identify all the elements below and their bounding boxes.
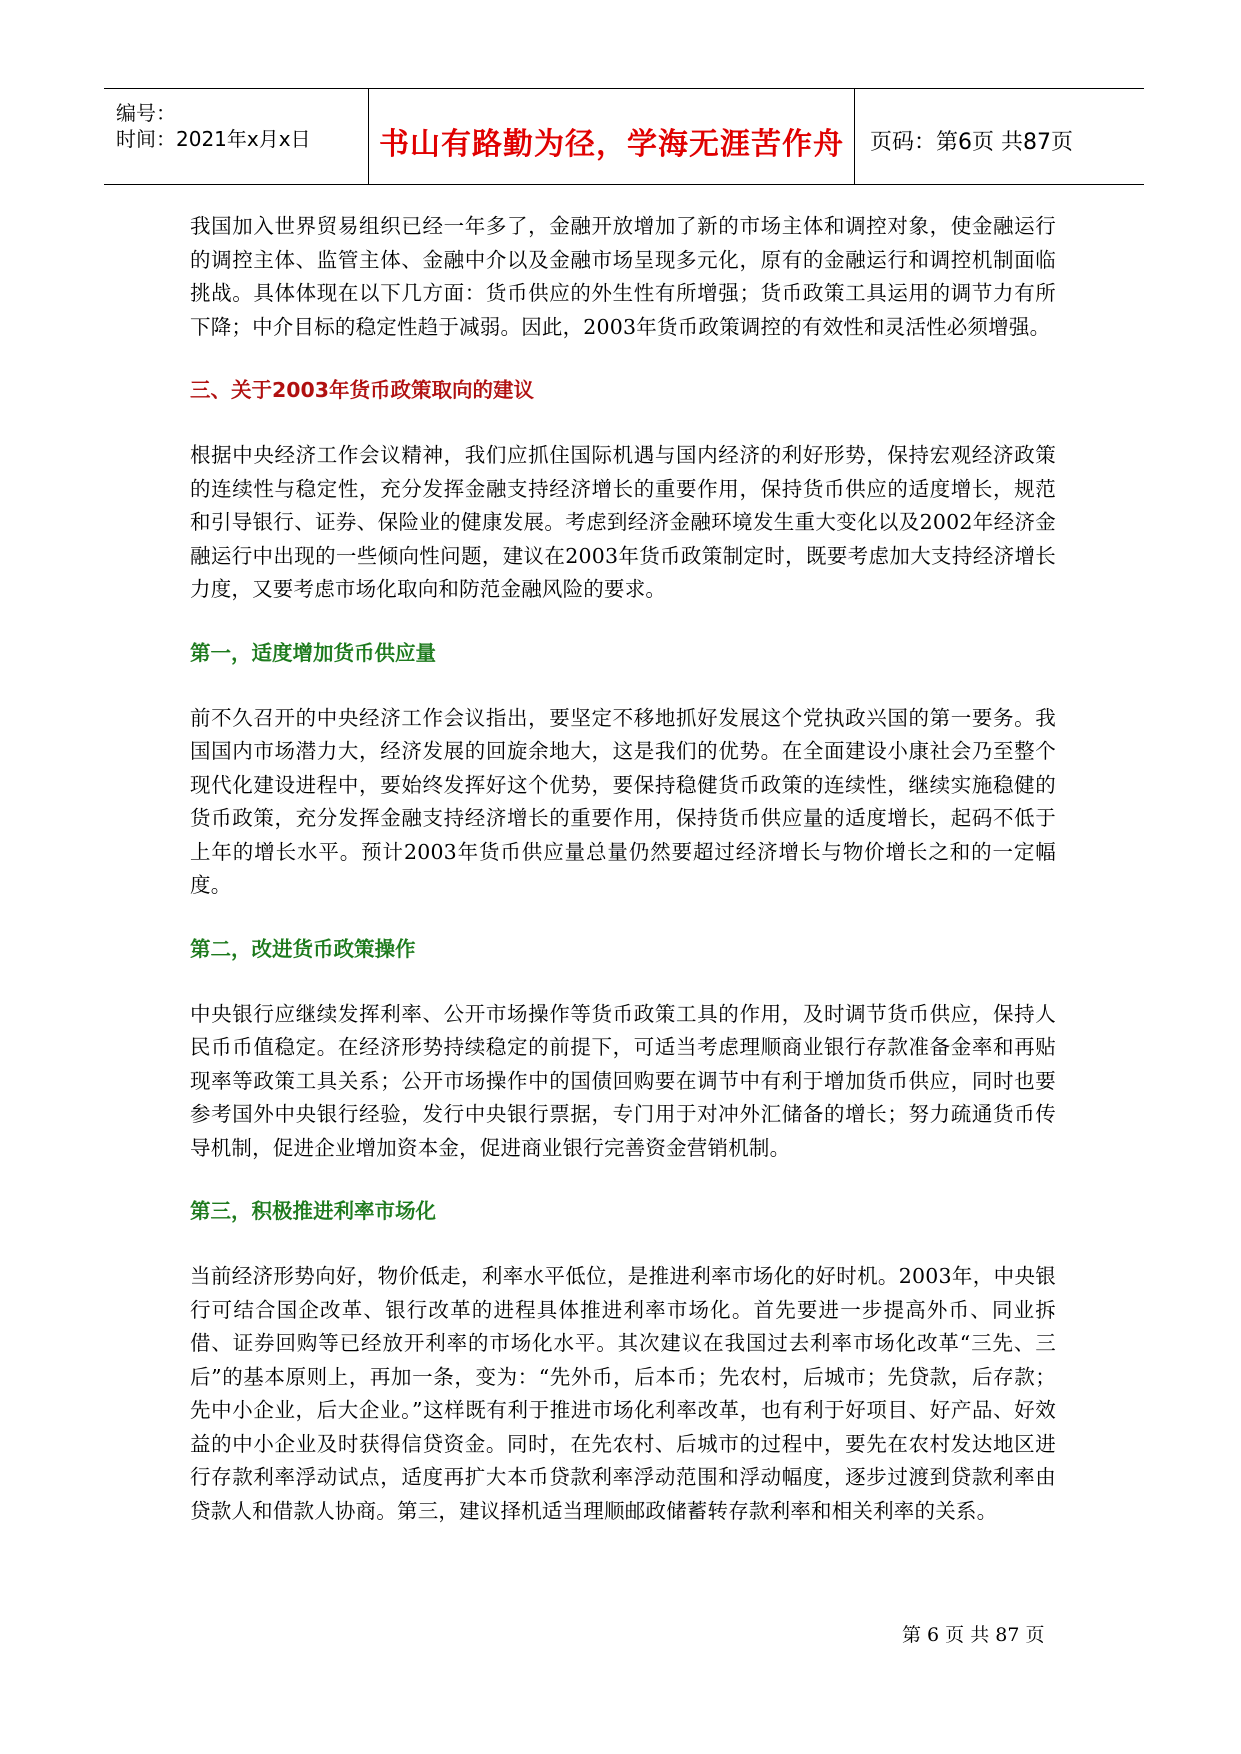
header-page-info: 页码：第6页 共87页	[870, 130, 1073, 155]
document-body	[190, 210, 1056, 1528]
document-time-label: 时间：2021年x月x日	[116, 127, 311, 151]
header-motto-cell	[369, 89, 855, 184]
page-footer-number: 第 6 页 共 87 页	[902, 1624, 1045, 1646]
header-left-cell	[104, 89, 369, 184]
subheading-rate-marketization: 第三，积极推进利率市场化	[190, 1199, 436, 1223]
subheading-policy-operation: 第二，改进货币政策操作	[190, 936, 416, 961]
page-header	[104, 88, 1144, 185]
subheading-money-supply: 第一，适度增加货币供应量	[190, 640, 436, 665]
paragraph-policy-operation: 中央银行应继续发挥利率、公开市场操作等货币政策工具的作用，及时调节货币供应，保持人民币币值稳定。在经济形势持续稳定的前提下，可适当考虑理顺商业银行存款准备金率和再贴现率等政策工具关系；公开市场操作中的国债回购要在调节中有利于增加货币供应，同时也要参考国外中央银行经验，发行中央银行票据，专门用于对冲外汇储备的增长；努力疏通货币传导机制，促进企业增加资本金，促进商业银行完善资金营销机制。	[190, 1001, 1056, 1160]
header-right-cell	[856, 89, 1144, 184]
paragraph-policy-direction: 根据中央经济工作会议精神，我们应抓住国际机遇与国内经济的利好形势，保持宏观经济政策的连续性与稳定性，充分发挥金融支持经济增长的重要作用，保持货币供应的适度增长，规范和引导银行、证券、保险业的健康发展。考虑到经济金融环境发生重大变化以及2002年经济金融运行中出现的一些倾向性问题，建议在2003年货币政策制定时，既要考虑加大支持经济增长力度，又要考虑市场化取向和防范金融风险的要求。	[190, 443, 1056, 601]
paragraph-wto-impact: 我国加入世界贸易组织已经一年多了，金融开放增加了新的市场主体和调控对象，使金融运行的调控主体、监管主体、金融中介以及金融市场呈现多元化，原有的金融运行和调控机制面临挑战。具体体现在以下几方面：货币供应的外生性有所增强；货币政策工具运用的调节力有所下降；中介目标的稳定性趋于减弱。因此，2003年货币政策调控的有效性和灵活性必须增强。	[190, 214, 1056, 339]
header-motto: 书山有路勤为径，学海无涯苦作舟	[379, 127, 844, 162]
document-number-label: 编号：	[116, 101, 176, 125]
paragraph-money-supply: 前不久召开的中央经济工作会议指出，要坚定不移地抓好发展这个党执政兴国的第一要务。我国国内市场潜力大，经济发展的回旋余地大，这是我们的优势。在全面建设小康社会乃至整个现代化建设进程中，要始终发挥好这个优势，要保持稳健货币政策的连续性，继续实施稳健的货币政策，充分发挥金融支持经济增长的重要作用，保持货币供应量的适度增长，起码不低于上年的增长水平。预计2003年货币供应量总量仍然要超过经济增长与物价增长之和的一定幅度。	[190, 705, 1056, 897]
paragraph-rate-marketization: 当前经济形势向好，物价低走，利率水平低位，是推进利率市场化的好时机。2003年，中央银行可结合国企改革、银行改革的进程具体推进利率市场化。首先要进一步提高外币、同业拆借、证券回购等已经放开利率的市场化水平。其次建议在我国过去利率市场化改革“三先、三后”的基本原则上，再加一条，变为：“先外币，后本币；先农村，后城市；先贷款，后存款；先中小企业，后大企业。”这样既有利于推进市场化利率改革，也有利于好项目、好产品、好效益的中小企业及时获得信贷资金。同时，在先农村、后城市的过程中，要先在农村发达地区进行存款利率浮动试点，适度再扩大本币贷款利率浮动范围和浮动幅度，逐步过渡到贷款利率由贷款人和借款人协商。第三，建议择机适当理顺邮政储蓄转存款利率和相关利率的关系。	[190, 1264, 1056, 1523]
section-heading-3: 三、关于2003年货币政策取向的建议	[190, 378, 535, 402]
